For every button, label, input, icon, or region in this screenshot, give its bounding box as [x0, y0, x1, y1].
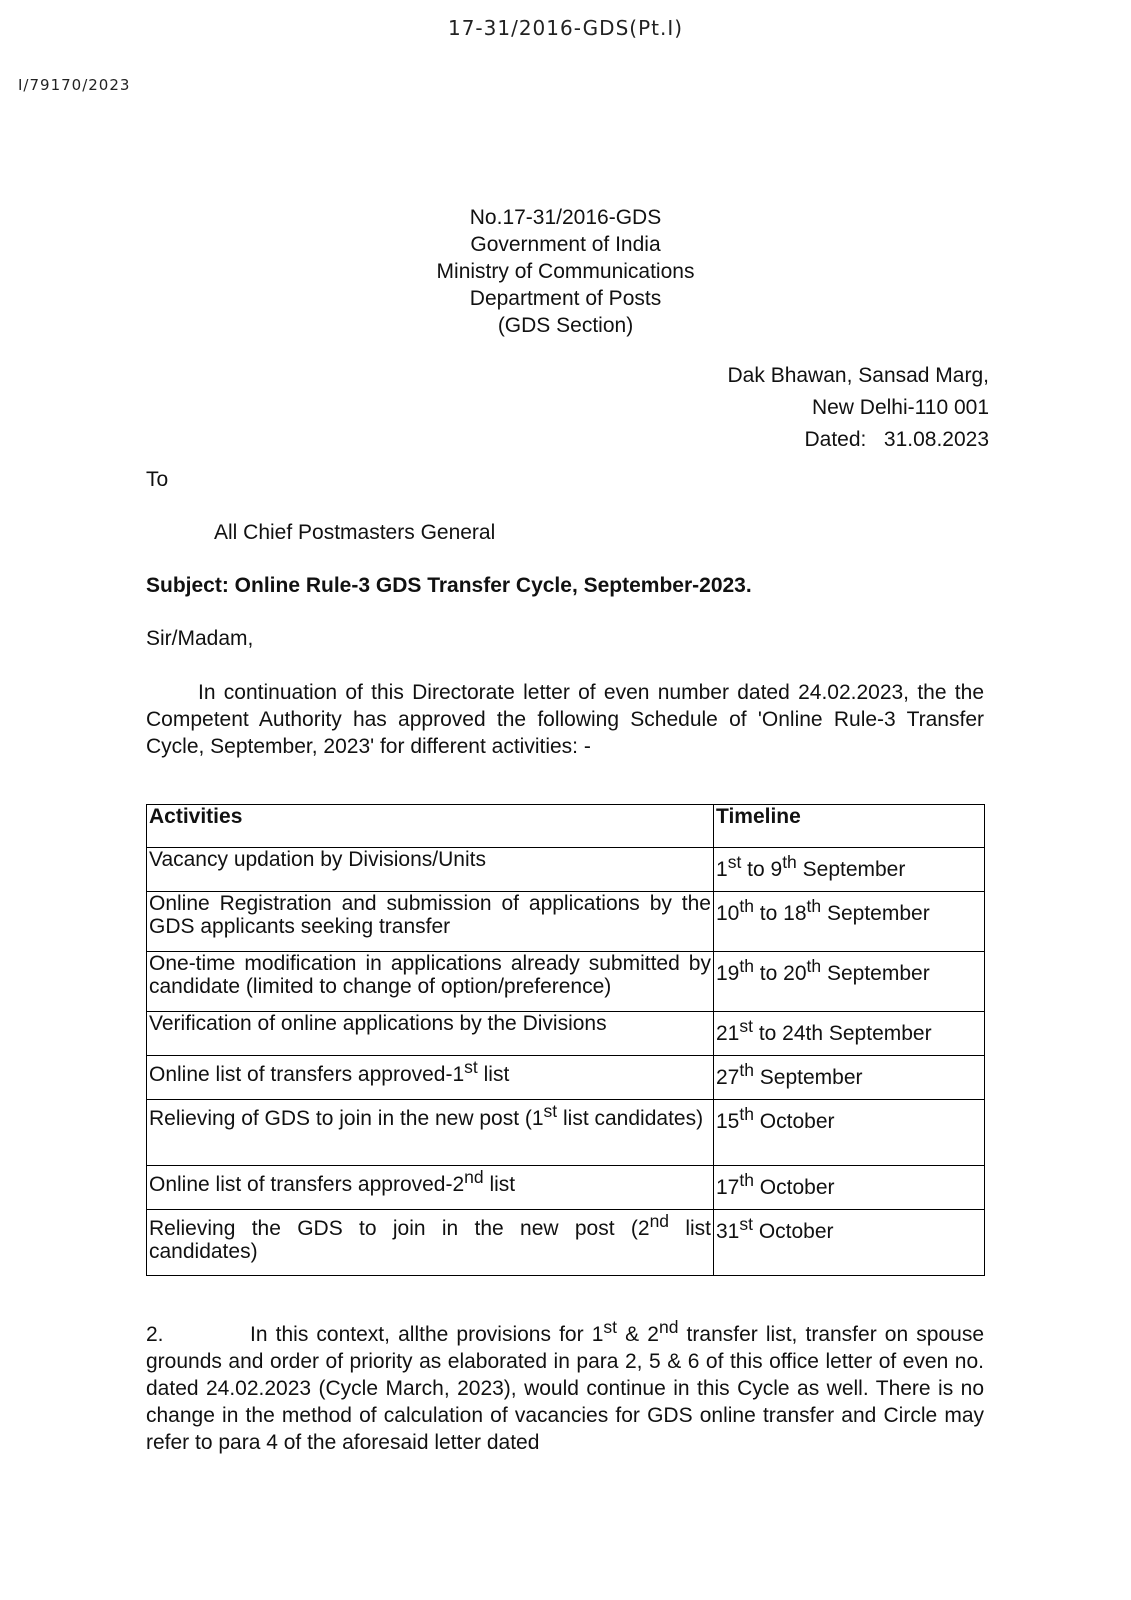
letter-date: 31.08.2023	[883, 428, 989, 451]
table-row	[147, 1166, 985, 1210]
timeline-b-sup: th	[806, 896, 822, 916]
intro-paragraph: In continuation of this Directorate letter of even number dated 24.02.2023, the the Competent Authority has approved the following Schedule of 'Online Rule-3 Transfer Cycle, September, 2023' for different activities: -	[146, 681, 984, 758]
salutation: Sir/Madam,	[146, 627, 254, 650]
timeline-mid: to 9	[741, 858, 783, 881]
timeline-a: 27	[716, 1066, 740, 1089]
address-line-2: New Delhi-110 001	[811, 396, 989, 419]
timeline-tail: September	[821, 962, 930, 985]
timeline-a: 15	[716, 1110, 740, 1133]
timeline-mid: October	[753, 1110, 835, 1133]
timeline-header: Timeline	[714, 805, 985, 848]
letter-number: No.17-31/2016-GDS	[469, 206, 662, 229]
table-row	[147, 892, 985, 952]
activity-cell	[147, 1100, 714, 1166]
letter-header	[0, 204, 1131, 339]
file-number-stamp: 17-31/2016-GDS(Pt.I)	[447, 16, 684, 40]
timeline-mid: October	[753, 1176, 835, 1199]
activity-cell: One-time modification in applications already submitted by candidate (limited to change of option/preference)	[147, 952, 714, 1012]
activity-pre: Online list of transfers approved-1	[149, 1063, 465, 1086]
table-row	[147, 952, 985, 1012]
ministry-name: Ministry of Communications	[436, 260, 695, 283]
addressee: All Chief Postmasters General	[214, 521, 496, 544]
timeline-a: 19	[716, 962, 740, 985]
table-row	[147, 848, 985, 892]
activity-post: list	[483, 1173, 516, 1196]
superscript-st: st	[603, 1317, 618, 1337]
address-line-1: Dak Bhawan, Sansad Marg,	[727, 364, 989, 387]
table-row	[147, 1056, 985, 1100]
timeline-a-sup: th	[739, 956, 754, 976]
date-line	[728, 424, 989, 456]
timeline-b-sup: th	[806, 956, 822, 976]
receipt-number-stamp: I/79170/2023	[18, 76, 131, 94]
timeline-cell	[714, 1166, 985, 1210]
timeline-cell	[714, 1100, 985, 1166]
timeline-cell	[714, 1210, 985, 1276]
timeline-cell	[714, 1012, 985, 1056]
timeline-a-sup: th	[739, 1060, 754, 1080]
timeline-cell	[714, 848, 985, 892]
table-row	[147, 1210, 985, 1276]
paragraph-2	[146, 1314, 984, 1456]
timeline-mid: to 24th September	[752, 1022, 932, 1045]
timeline-tail: September	[821, 902, 930, 925]
timeline-b-sup: th	[782, 852, 797, 872]
timeline-cell	[714, 952, 985, 1012]
table-row	[147, 1100, 985, 1166]
superscript-nd: nd	[658, 1317, 679, 1337]
to-label: To	[146, 468, 169, 491]
activity-sup: st	[543, 1101, 558, 1121]
paragraph-2-text-pre: In this context, allthe provisions for 1	[250, 1323, 604, 1346]
table-row	[147, 1012, 985, 1056]
timeline-a: 17	[716, 1176, 740, 1199]
paragraph-2-text-post: transfer list, transfer on spouse grounds and order of priority as elaborated in para 2, 5 & 6 of this office letter of even no. dated 24.02.2023 (Cycle March, 2023), would continue in this Cycle as well. There is no change in the method of calculation of vacancies for GDS online transfer and Circle may refer to para 4 of the aforesaid letter dated	[146, 1323, 985, 1454]
activity-pre: Relieving the GDS to join in the new post (2	[149, 1217, 650, 1240]
schedule-table	[146, 804, 985, 1276]
section-name: (GDS Section)	[497, 314, 634, 337]
activity-cell	[147, 1210, 714, 1276]
activity-cell: Vacancy updation by Divisions/Units	[147, 848, 714, 892]
timeline-a: 21	[716, 1022, 740, 1045]
activity-sup: nd	[464, 1167, 484, 1187]
activity-sup: st	[464, 1057, 478, 1077]
timeline-a-sup: th	[739, 1104, 754, 1124]
dated-label: Dated:	[804, 428, 867, 451]
sender-address	[728, 360, 989, 456]
activity-post: list candidates)	[149, 1217, 712, 1263]
timeline-mid: to 18	[753, 902, 807, 925]
activity-sup: nd	[649, 1211, 670, 1231]
timeline-a-sup: th	[739, 896, 754, 916]
timeline-a: 1	[716, 858, 728, 881]
timeline-a-sup: st	[739, 1016, 753, 1036]
subject-line: Subject: Online Rule-3 GDS Transfer Cycle, September-2023.	[146, 574, 752, 597]
department-name: Department of Posts	[469, 287, 662, 310]
schedule-body	[147, 848, 985, 1276]
timeline-a-sup: st	[727, 852, 742, 872]
timeline-a-sup: th	[739, 1170, 754, 1190]
paragraph-number: 2.	[146, 1323, 164, 1346]
table-header-row	[147, 805, 985, 848]
timeline-mid: October	[752, 1220, 834, 1243]
activity-cell: Online Registration and submission of applications by the GDS applicants seeking transfer	[147, 892, 714, 952]
timeline-mid: to 20	[753, 962, 807, 985]
activity-cell	[147, 1056, 714, 1100]
timeline-mid: September	[753, 1066, 863, 1089]
activity-cell: Verification of online applications by the Divisions	[147, 1012, 714, 1056]
timeline-cell	[714, 892, 985, 952]
activities-header: Activities	[147, 805, 714, 848]
activity-post: list candidates)	[557, 1107, 704, 1130]
timeline-a-sup: st	[739, 1214, 753, 1234]
activity-pre: Relieving of GDS to join in the new post (1	[149, 1107, 544, 1130]
paragraph-2-text-mid: & 2	[617, 1323, 659, 1346]
activity-pre: Online list of transfers approved-2	[149, 1173, 465, 1196]
timeline-tail: September	[796, 858, 906, 881]
timeline-a: 31	[716, 1220, 740, 1243]
timeline-a: 10	[716, 902, 740, 925]
timeline-cell	[714, 1056, 985, 1100]
activity-post: list	[477, 1063, 510, 1086]
government-name: Government of India	[470, 233, 661, 256]
activity-cell	[147, 1166, 714, 1210]
